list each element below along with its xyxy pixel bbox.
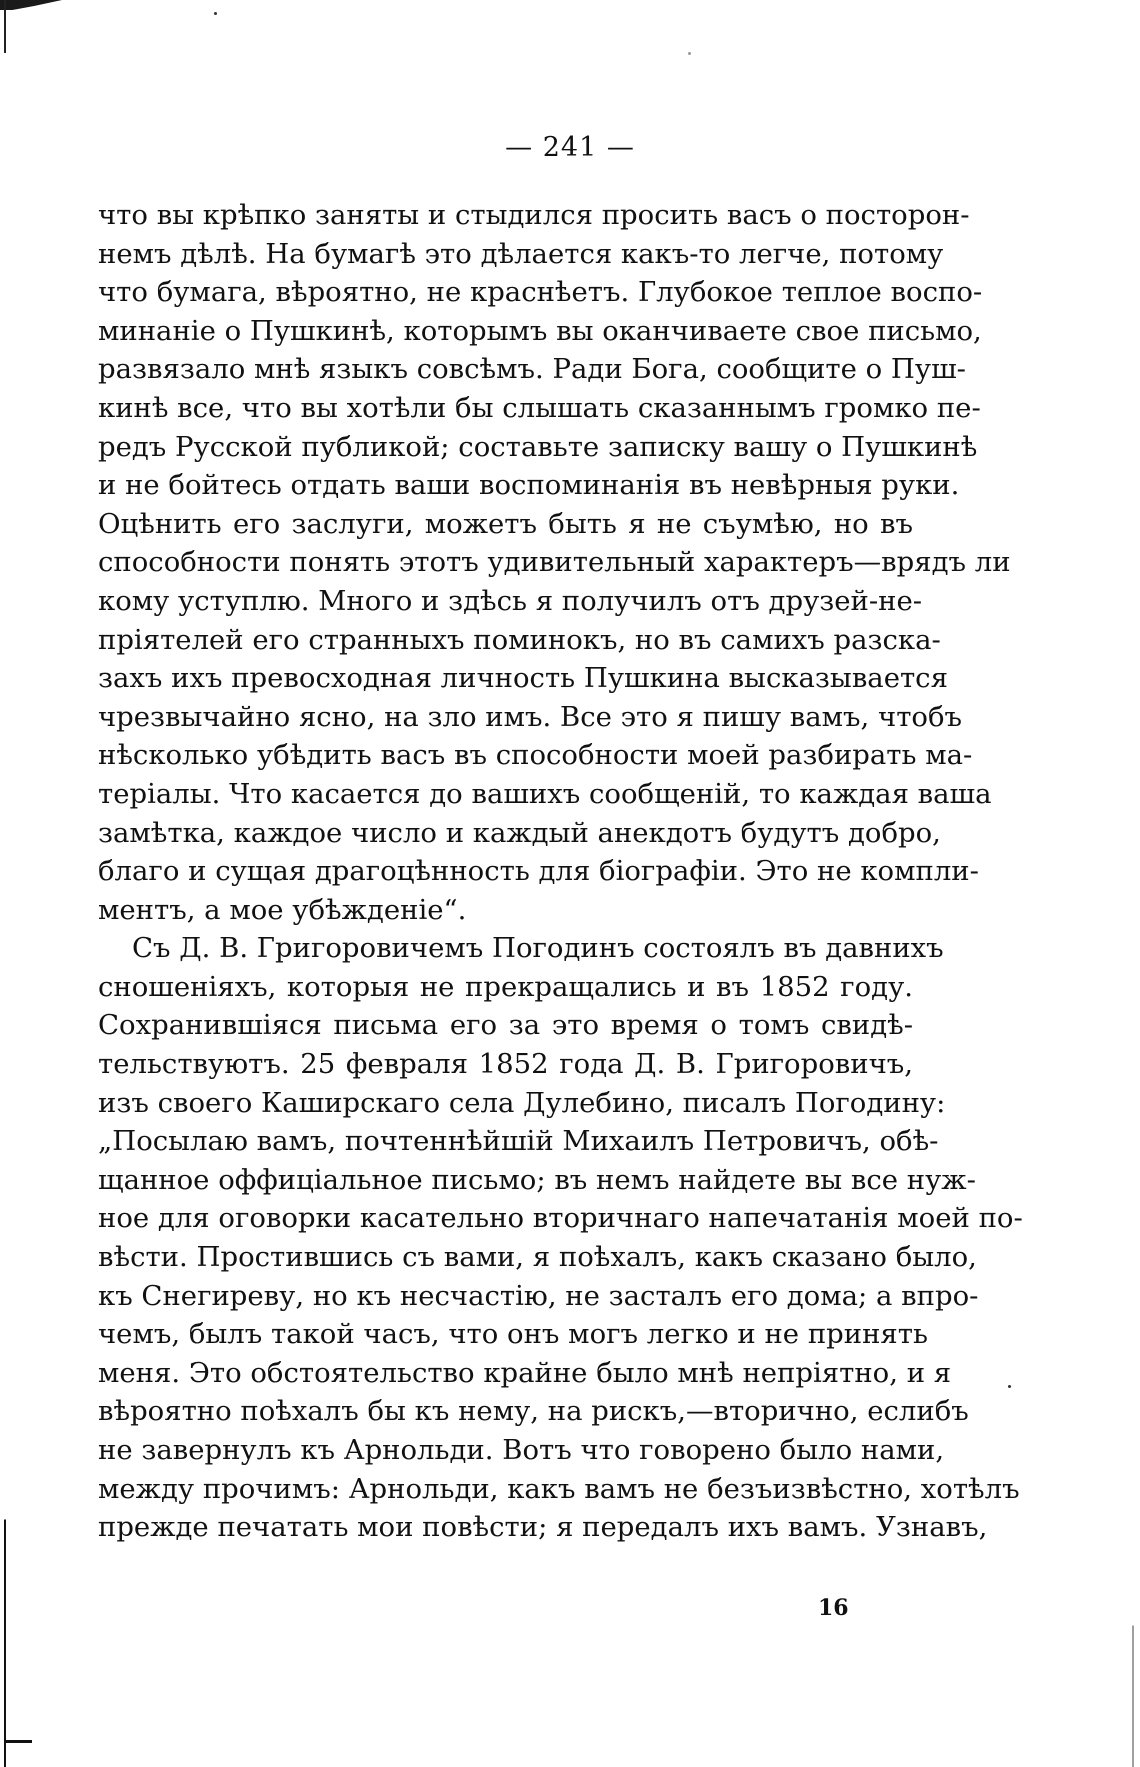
text-line: Съ Д. В. Григоровичемъ Погодинъ состоялъ въ давнихъ <box>132 932 944 965</box>
text-line: вѣсти. Простившись съ вами, я поѣхалъ, какъ сказано было, <box>98 1241 977 1274</box>
text-line: Сохранившіяся письма его за это время о томъ свидѣ- <box>98 1009 913 1042</box>
text-line: Оцѣнить его заслуги, можетъ быть я не съумѣю, но въ <box>98 507 913 540</box>
text-line: „Посылаю вамъ, почтеннѣйшій Михаилъ Петровичъ, обѣ- <box>98 1125 939 1158</box>
text-line: изъ своего Каширскаго села Дулебино, писалъ Погодину: <box>98 1086 946 1119</box>
text-line: захъ ихъ превосходная личность Пушкина высказывается <box>98 662 948 695</box>
text-line: теріалы. Что касается до вашихъ сообщеній, то каждая ваша <box>98 777 992 810</box>
scan-speck <box>1008 1385 1011 1388</box>
text-line: замѣтка, каждое число и каждый анекдотъ будутъ добро, <box>98 816 941 849</box>
text-line: немъ дѣлѣ. На бумагѣ это дѣлается какъ-то легче, потому <box>98 237 944 270</box>
text-line: не завернулъ къ Арнольди. Вотъ что говорено было нами, <box>98 1434 945 1466</box>
scan-corner-artifact <box>0 0 62 10</box>
text-line: нѣсколько убѣдить васъ въ способности моей разбирать ма- <box>98 739 973 772</box>
text-line: и не бойтесь отдать ваши воспоминанія въ невѣрныя руки. <box>98 469 960 502</box>
scan-right-edge-artifact <box>1132 0 1134 1767</box>
text-line: кинѣ все, что вы хотѣли бы слышать сказаннымъ громко пе- <box>98 391 981 424</box>
body-text <box>98 196 1023 1547</box>
page-number: — 241 — <box>505 132 635 163</box>
text-line: тельствуютъ. 25 февраля 1852 года Д. В. Григоровичъ, <box>98 1048 913 1081</box>
text-line: что вы крѣпко заняты и стыдился просить васъ о посторон- <box>98 199 970 231</box>
text-line: пріятелей его странныхъ поминокъ, но въ самихъ разска- <box>98 623 941 656</box>
scan-speck <box>214 12 217 15</box>
text-line: благо и сущая драгоцѣнность для біографіи. Это не компли- <box>98 855 979 888</box>
paragraph <box>98 196 1011 929</box>
text-line: минаніе о Пушкинѣ, которымъ вы оканчиваете свое письмо, <box>98 314 982 347</box>
text-line: ментъ, а мое убѣжденіе“. <box>98 893 467 926</box>
text-line: къ Снегиреву, но къ несчастію, не засталъ его дома; а впро- <box>98 1279 979 1312</box>
text-line: чрезвычайно ясно, на зло имъ. Все это я пишу вамъ, чтобъ <box>98 700 963 733</box>
scan-left-foot-artifact <box>4 1740 32 1743</box>
text-line: развязало мнѣ языкъ совсѣмъ. Ради Бога, сообщите о Пуш- <box>98 353 966 386</box>
text-line: щанное оффиціальное письмо; въ немъ найдете вы все нуж- <box>98 1163 976 1196</box>
scan-left-edge-artifact <box>4 0 6 1767</box>
text-line: чемъ, былъ такой часъ, что онъ могъ легко и не принять <box>98 1318 928 1351</box>
text-line: меня. Это обстоятельство крайне было мнѣ непріятно, и я <box>98 1356 952 1389</box>
text-line: сношеніяхъ, которыя не прекращались и въ 1852 году. <box>98 970 913 1003</box>
text-line: вѣроятно поѣхалъ бы къ нему, на рискъ,—вторично, еслибъ <box>98 1395 969 1428</box>
text-line: редъ Русской публикой; составьте записку вашу о Пушкинѣ <box>98 430 978 463</box>
text-line: ное для оговорки касательно вторичнаго напечатанія моей по- <box>98 1202 1023 1235</box>
paragraph <box>98 929 1023 1547</box>
scan-speck <box>688 52 691 55</box>
text-line: что бумага, вѣроятно, не краснѣетъ. Глубокое теплое воспо- <box>98 276 983 309</box>
signature-mark: 16 <box>818 1595 849 1621</box>
text-line: прежде печатать мои повѣсти; я передалъ ихъ вамъ. Узнавъ, <box>98 1511 988 1544</box>
text-line: кому уступлю. Много и здѣсь я получилъ отъ друзей-не- <box>98 584 923 617</box>
text-line: между прочимъ: Арнольди, какъ вамъ не безъизвѣстно, хотѣлъ <box>98 1472 1020 1505</box>
text-line: способности понять этотъ удивительный характеръ—врядъ ли <box>98 546 1011 579</box>
